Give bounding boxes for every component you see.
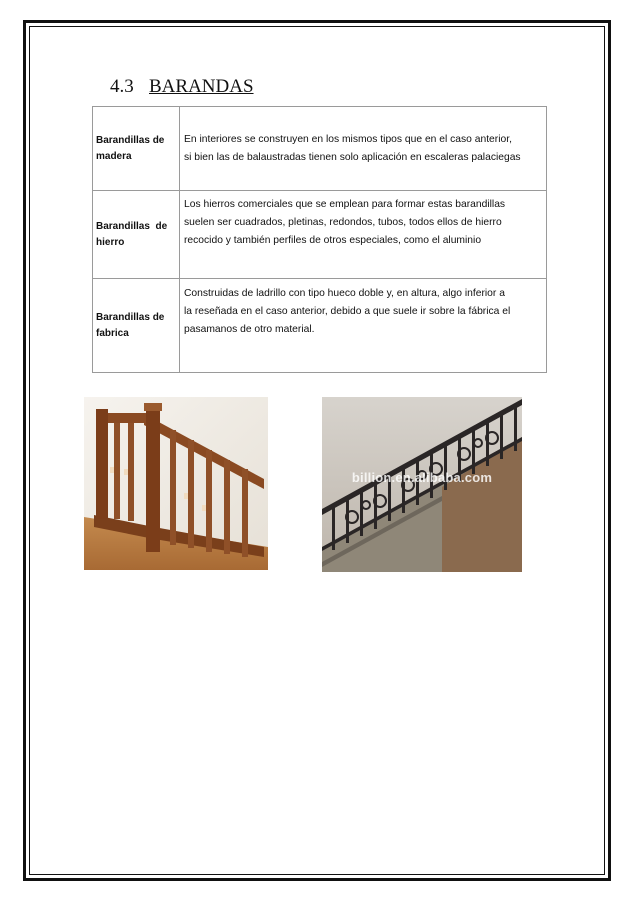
section-heading xyxy=(110,76,254,98)
row-label xyxy=(93,107,180,191)
photo-watermark: billion.en.alibaba.com xyxy=(351,470,493,485)
table-row xyxy=(93,191,547,279)
row-label-line: hierro xyxy=(96,236,125,248)
row-label-line: Barandillas de xyxy=(96,311,165,323)
row-description-line: recocido y también perfiles de otros especiales, como el aluminio xyxy=(184,235,482,246)
row-description-line: la reseñada en el caso anterior, debido a que suele ir sobre la fábrica el xyxy=(184,306,511,317)
row-description xyxy=(180,279,547,373)
wood-railing-illustration xyxy=(84,397,268,570)
row-description-line: Los hierros comerciales que se emplean para formar estas barandillas xyxy=(184,199,506,210)
row-description-line: si bien las de balaustradas tienen solo aplicación en escaleras palaciegas xyxy=(184,151,521,163)
row-label-line: Barandillas de xyxy=(96,134,165,146)
row-label-line: fabrica xyxy=(96,327,129,339)
section-title: BARANDAS xyxy=(149,76,254,97)
section-number: 4.3 xyxy=(110,76,134,97)
iron-railing-photo xyxy=(322,397,522,572)
row-description-line: Construidas de ladrillo con tipo hueco doble y, en altura, algo inferior a xyxy=(184,288,505,299)
table-row xyxy=(93,107,547,191)
table-row xyxy=(93,279,547,373)
row-label-line: madera xyxy=(96,150,132,162)
row-description-line: suelen ser cuadrados, pletinas, redondos, tubos, todos ellos de hierro xyxy=(184,217,502,228)
row-description-line: pasamanos de otro material. xyxy=(184,324,315,335)
wood-railing-photo xyxy=(84,397,268,570)
row-description-line: En interiores se construyen en los mismos tipos que en el caso anterior, xyxy=(184,133,512,145)
row-label-line: Barandillas de xyxy=(96,220,168,232)
row-description xyxy=(180,191,547,279)
row-label xyxy=(93,191,180,279)
row-description xyxy=(180,107,547,191)
railings-table xyxy=(92,106,547,373)
row-label xyxy=(93,279,180,373)
